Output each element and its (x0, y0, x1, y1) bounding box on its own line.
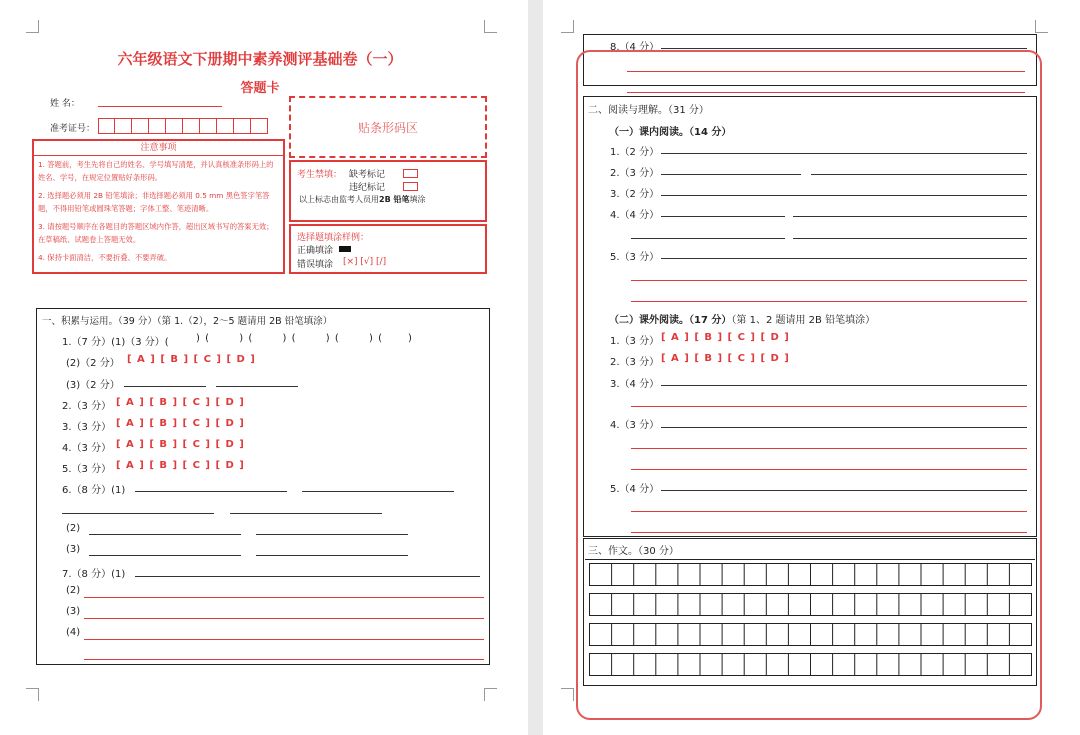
q6-2-label: (2) (66, 523, 81, 534)
p2-q1-options[interactable]: [ A ] [ B ] [ C ] [ D ] (661, 332, 790, 343)
answer-line[interactable] (256, 534, 408, 535)
crop-mark (561, 20, 574, 33)
notice-box (32, 139, 285, 274)
exam-id-digit-box[interactable] (166, 118, 183, 134)
p2-q4-label: 4.（3 分） (610, 420, 660, 431)
exam-id-boxes[interactable] (98, 118, 268, 134)
notice-item: 2. 选择题必须用 2B 铅笔填涂；非选择题必须用 0.5 mm 黑色签字笔答题，不得用铅笔或圆珠笔答题；字体工整、笔迹清晰。 (38, 191, 270, 213)
correct-fill-sample (339, 246, 351, 252)
answer-line[interactable] (135, 576, 480, 577)
notice-item: 3. 请按题号顺序在各题目的答题区域内作答，超出区域书写的答案无效；在草稿纸、试题卷上答题无效。 (38, 222, 274, 244)
section-1-heading: 一、积累与运用。（39 分）（第 1.（2），2～5 题请用 2B 铅笔填涂） (42, 316, 333, 327)
crop-mark (26, 20, 39, 33)
forbidden-note-text: 以上标志由监考人员用 (299, 195, 379, 204)
answer-line[interactable] (89, 555, 241, 556)
forbidden-note-text: 填涂 (409, 195, 426, 204)
crop-mark (26, 688, 39, 701)
highlight-outline (576, 50, 1042, 720)
answer-line[interactable] (84, 659, 484, 660)
q7-4-label: (4) (66, 627, 81, 638)
sample-heading: 选择题填涂样例： (297, 233, 370, 243)
crop-mark (484, 688, 497, 701)
exam-id-label: 准考证号： (50, 124, 96, 134)
forbidden-note (299, 194, 425, 205)
answer-sheet-page-2 (543, 0, 1080, 735)
crop-mark (561, 688, 574, 701)
sheet-subtitle: 答题卡 (240, 81, 280, 96)
exam-id-digit-box[interactable] (132, 118, 149, 134)
q6-1-label: 6.（8 分）(1) (62, 485, 126, 496)
crop-mark (1035, 20, 1048, 33)
forbidden-note-bold: 2B 铅笔 (379, 195, 410, 204)
answer-line[interactable] (62, 513, 214, 514)
answer-line[interactable] (84, 597, 484, 598)
answer-line[interactable] (84, 639, 484, 640)
q1-1-label: 1.（7 分）(1)（3 分）( (62, 337, 169, 348)
sample-box (289, 224, 487, 274)
answer-line[interactable] (84, 618, 484, 619)
q6-3-label: (3) (66, 544, 81, 555)
p2-q1-label: 1.（3 分） (610, 336, 660, 347)
exam-id-digit-box[interactable] (115, 118, 132, 134)
answer-line[interactable] (661, 48, 1027, 49)
notice-item: 4. 保持卡面清洁，不要折叠、不要弄破。 (38, 253, 172, 262)
q3-label: 3.（3 分） (62, 422, 112, 433)
q8-label: 8.（4 分） (610, 42, 660, 53)
name-label: 姓 名： (50, 99, 80, 109)
p2-q3-label: 3.（4 分） (610, 379, 660, 390)
forbidden-label: 考生禁填： (297, 170, 343, 180)
sheet-title: 六年级语文下册期中素养测评基础卷（一） (117, 50, 403, 68)
notice-heading: 注意事项 (34, 141, 283, 156)
exam-id-digit-box[interactable] (98, 118, 115, 134)
q7-1-label: 7.（8 分）(1) (62, 569, 126, 580)
answer-line[interactable] (89, 534, 241, 535)
p1-q4-label: 4.（4 分） (610, 210, 660, 221)
p1-q3-label: 3.（2 分） (610, 189, 660, 200)
crop-mark (484, 20, 497, 33)
absent-label: 缺考标记 (349, 170, 386, 180)
answer-line[interactable] (216, 386, 298, 387)
answer-line[interactable] (302, 491, 454, 492)
p1-q2-label: 2.（3 分） (610, 168, 660, 179)
notice-item: 1. 答题前，考生先将自己的姓名、学号填写清楚，并认真核准条形码上的姓名、学号，在规定位置贴好条形码。 (38, 160, 274, 182)
answer-line[interactable] (124, 386, 206, 387)
correct-fill-label: 正确填涂 (297, 246, 334, 256)
q2-label: 2.（3 分） (62, 401, 112, 412)
absent-mark-box[interactable] (403, 169, 418, 178)
name-field[interactable] (98, 106, 222, 107)
q5-label: 5.（3 分） (62, 464, 112, 475)
answer-line[interactable] (230, 513, 382, 514)
p2-q2-label: 2.（3 分） (610, 357, 660, 368)
answer-line[interactable] (256, 555, 408, 556)
q1-1-parens[interactable]: ) ( ) ( ) ( ) ( ) ( ) (196, 333, 413, 344)
violation-mark-box[interactable] (403, 182, 418, 191)
q1-2-options[interactable]: [ A ] [ B ] [ C ] [ D ] (127, 354, 256, 365)
p2-q5-label: 5.（4 分） (610, 484, 660, 495)
exam-id-digit-box[interactable] (200, 118, 217, 134)
q2-options[interactable]: [ A ] [ B ] [ C ] [ D ] (116, 397, 245, 408)
barcode-area (289, 96, 487, 158)
section-3-heading: 三、作文。（30 分） (588, 546, 679, 557)
q5-options[interactable]: [ A ] [ B ] [ C ] [ D ] (116, 460, 245, 471)
p1-q1-label: 1.（2 分） (610, 147, 660, 158)
q7-3-label: (3) (66, 606, 81, 617)
part-1-heading: （一）课内阅读。（14 分） (609, 127, 732, 138)
wrong-fill-label: 错误填涂 (297, 260, 334, 270)
barcode-label: 贴条形码区 (357, 120, 418, 135)
q1-3-label: (3)（2 分） (66, 380, 120, 391)
exam-id-digit-box[interactable] (149, 118, 166, 134)
answer-sheet-page-1 (0, 0, 528, 735)
exam-id-digit-box[interactable] (217, 118, 234, 134)
answer-line[interactable] (135, 491, 287, 492)
section-2-heading: 二、阅读与理解。（31 分） (588, 105, 709, 116)
q3-options[interactable]: [ A ] [ B ] [ C ] [ D ] (116, 418, 245, 429)
q4-options[interactable]: [ A ] [ B ] [ C ] [ D ] (116, 439, 245, 450)
p2-q2-options[interactable]: [ A ] [ B ] [ C ] [ D ] (661, 353, 790, 364)
q1-2-label: (2)（2 分） (66, 358, 120, 369)
exam-id-digit-box[interactable] (251, 118, 268, 134)
q7-2-label: (2) (66, 585, 81, 596)
q4-label: 4.（3 分） (62, 443, 112, 454)
part-2-note: （第 1、2 题请用 2B 铅笔填涂） (731, 315, 876, 326)
forbidden-box (289, 160, 487, 222)
exam-id-digit-box[interactable] (234, 118, 251, 134)
wrong-fill-samples: [×] [√] [/] (343, 257, 387, 267)
part-2-title: （二）课外阅读。（17 分） (609, 315, 732, 326)
p1-q5-label: 5.（3 分） (610, 252, 660, 263)
exam-id-digit-box[interactable] (183, 118, 200, 134)
violation-label: 违纪标记 (349, 183, 386, 193)
